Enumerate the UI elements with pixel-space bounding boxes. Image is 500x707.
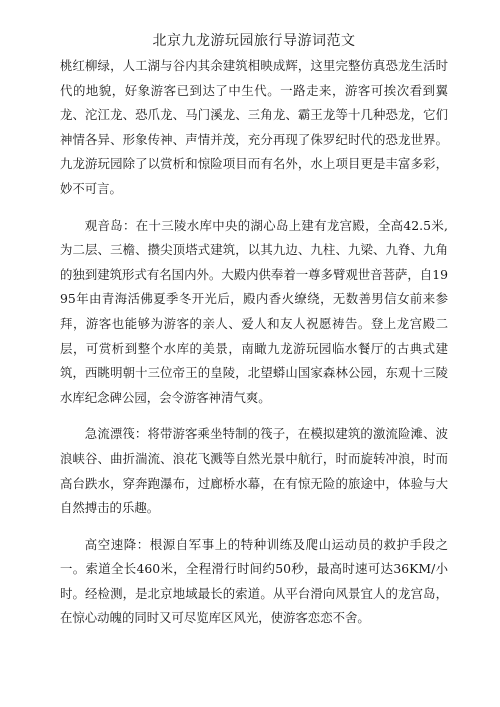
paragraph-dinosaur-valley: 桃红柳绿，人工湖与谷内其余建筑相映成辉，这里完整仿真恐龙生活时代的地貌，好象游客已到达了中生代。一路走来，游客可挨次看到翼龙、沱江龙、恐爪龙、马门溪龙、三角龙、霸王龙等十几种恐龙，它们神情各异、形象传神、声情并茂，充分再现了侏罗纪时代的恐龙世界。九龙游玩园除了以赏析和惊险项目而有名外，水上项目更是丰富多彩，妙不可言。 <box>60 58 448 196</box>
paragraph-rapid-rafting: 急流漂筏：将带游客乘坐特制的筏子，在模拟建筑的激流险滩、波浪峡谷、曲折湍流、浪花飞溅等自然光景中航行，时而旋转冲浪，时而高台跌水，穿奔跑瀑布，过廊桥水幕，在有惊无险的旅途中，体验与大自然搏击的乐趣。 <box>60 426 448 516</box>
paragraph-guanyin-island: 观音岛：在十三陵水库中央的湖心岛上建有龙宫殿，全高42.5米,为二层、三檐、攒尖顶塔式建筑，以其九边、九柱、九梁、九脊、九角的独到建筑形式有名国内外。大殿内供奉着一尊多臂观世音菩萨，自1995年由青海活佛夏季冬开光后，殿内香火缭绕，无数善男信女前来参拜，游客也能够为游客的亲人、爱人和友人祝愿祷告。登上龙宫殿二层，可赏析到整个水库的美景，南瞰九龙游玩园临水餐厅的古典式建筑，西眺明朝十三位帝王的皇陵，北望蟒山国家森林公园，东观十三陵水库纪念碑公园，会令游客神清气爽。 <box>60 217 448 405</box>
document-title: 北京九龙游玩园旅行导游词范文 <box>152 33 356 49</box>
paragraph-zipline: 高空速降：根源自军事上的特种训练及爬山运动员的救护手段之一。索道全长460米，全程滑行时间约50秒，最高时速可达36KM/小时。经检测，是北京地域最长的索道。从平台滑向风景宜人的龙宫岛，在惊心动魄的同时又可尽览库区风光，使游客恋恋不舍。 <box>60 536 448 626</box>
